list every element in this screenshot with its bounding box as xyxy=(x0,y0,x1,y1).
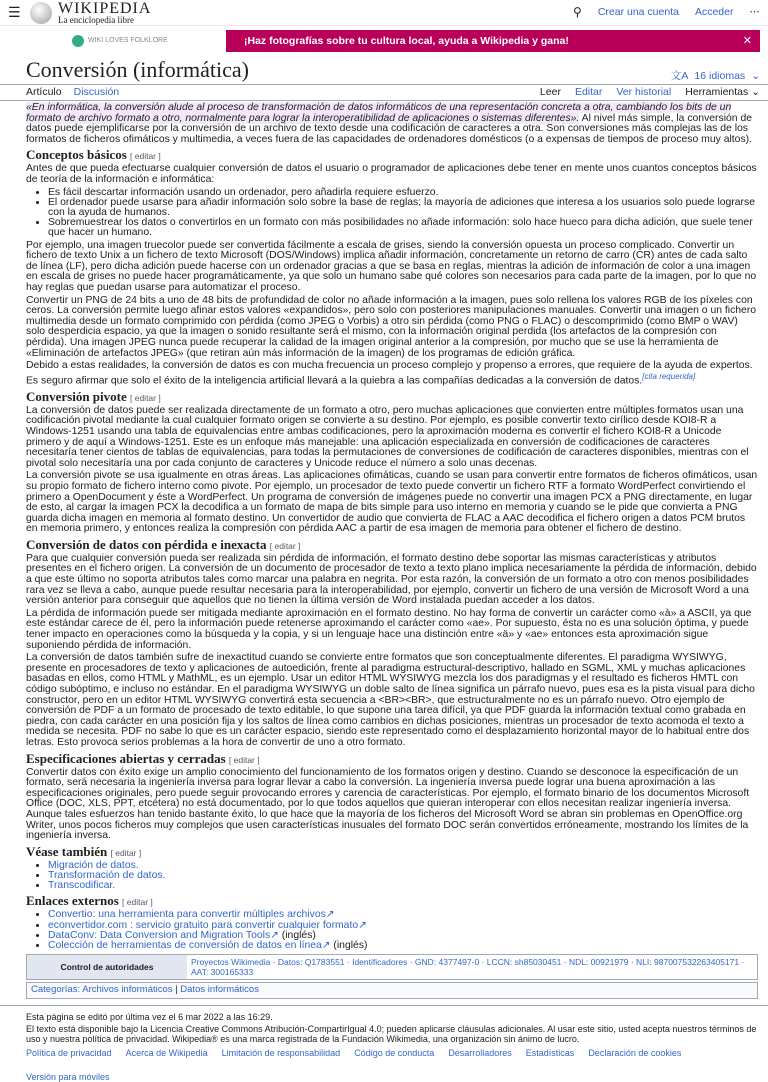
license-text: El texto está disponible bajo la Licencia Creative Commons Atribución-CompartirIgual 4.0; pueden aplicarse cláusulas adicionales. Al usar este sitio, usted acepta nuestros términos de uso y nuestra política de privacidad. Wikipedia® es una marca registrada de la Fundación Wikimedia, una organización sin ánimo de lucro. xyxy=(26,1023,757,1044)
section-heading xyxy=(26,845,758,860)
tab-article[interactable]: Artículo xyxy=(26,86,62,99)
brand-title: WIKIPEDIA xyxy=(58,0,152,17)
translate-icon: 文A xyxy=(670,69,689,82)
list-item: • Es fácil descartar información usando un ordenador, pero añadirla requiere esfuerzo. xyxy=(48,188,758,198)
external-links-list xyxy=(48,910,758,951)
citation-needed-link[interactable]: [cita requerida] xyxy=(642,371,696,381)
list xyxy=(48,188,758,239)
menu-icon[interactable]: ☰ xyxy=(8,4,21,21)
edit-section-link[interactable]: [ editar ] xyxy=(228,754,260,765)
external-link-icon: ↗ xyxy=(358,919,367,931)
authority-control-label[interactable]: Control de autoridades xyxy=(27,955,187,979)
banner-message[interactable]: ¡Haz fotografías sobre tu cultura local, ayuda a Wikipedia y gana! xyxy=(244,35,569,47)
footer-link[interactable]: Limitación de responsabilidad xyxy=(221,1047,341,1058)
brand-subtitle: La enciclopedia libre xyxy=(58,14,134,25)
external-link-icon: ↗ xyxy=(270,929,279,941)
tools-menu[interactable] xyxy=(685,86,760,98)
list-item: • Sobremuestrear los datos o convertirlos en un formato con más posibilidades no añade información: solo hace hueco para dicha adición, que suele tener que hacer un humano. xyxy=(48,218,758,238)
lead-rest: Al nivel más simple, la conversión de datos puede ejemplificarse por la conversión de un archivo de texto desde una codificación de caracteres a otra. Son conversiones más complejas las de los formatos de ficheros ofimáticos y multimedia, a veces fuera de las capacidades de ordenadores domésticos (o a expensas de tiempos de proceso muy altos). xyxy=(26,112,753,145)
banner-logo-text: WIKI LOVES FOLKLORE xyxy=(88,36,168,44)
paragraph: Por ejemplo, una imagen truecolor puede ser convertida fácilmente a escala de grises, siendo la conversión opuesta un proceso complicado. Convertir un fichero de texto Unix a un fichero de texto Microsoft (DOS/Windows) implica añadir información, concretamente un retorno de carro (CR) antes de cada salto de línea (LF), pero dicha adición puede hacerse con un ordenador gracias a que se basa en reglas, mientras la adición de información de color a una imagen en escala de grises no puede hacer programáticamente, ya que solo un humano sabe qué colores son necesarios para cada parte de la imagen, por lo que no hay reglas que puedan usarse para automatizar el proceso. xyxy=(26,239,757,293)
language-note: (inglés) xyxy=(278,929,316,941)
tab-edit[interactable]: Editar xyxy=(574,86,603,99)
see-also-list xyxy=(48,861,758,892)
brand[interactable] xyxy=(58,1,151,25)
paragraph: La conversión pivote se usa igualmente en otras áreas. Las aplicaciones ofimáticas, cuando se usan para convertir entre formatos de ficheros ofimáticos, usan su propio formato de fichero interno como pivote. Por ejemplo, un procesador de texto puede convertir un fichero RTF a formato WordPerfect convirtiendo el primero a OpenDocument y éste a WordPerfect. Un programa de conversión de imágenes puede no convertir una imagen PCX a PNG directamente, en lugar de esto, al cargar la imagen PCX la decodifica a un formato de mapa de bits simple para uso interno en memoria y cuando se le pide que convierta a PNG guarda dicha imagen en memoria al formato destino. Un convertidor de audio que convierta de FLAC a AAC decodifica el fichero origen a datos PCM brutos en memoria primero, y entonces realiza la compresión con pérdida AAC a partir de esa imagen de memoria para obtener el fichero de destino. xyxy=(26,470,758,535)
footer-link[interactable]: Política de privacidad xyxy=(26,1047,112,1058)
wiki-loves-folklore-logo xyxy=(26,30,226,52)
paragraph: La conversión de datos puede ser realizada directamente de un formato a otro, pero muchas aplicaciones que convierten entre múltiples formatos usan una codificación pivotal mediante la cual cualquier formato origen se convierte a su destino. Por ejemplo, es posible convertir texto cirílico desde KOI8-R a Windows-1251 usando una tabla de equivalencias entre ambas codificaciones, pero la aproximación moderna es convertir el fichero KOI8-R a Unicode primero y de aquí a Windows-1251. Este es un enfoque más manejable: una aplicación especializada en conversión de codificaciones de caracteres necesitaría tener cientos de tablas de equivalencias, para todas la permutaciones de conversiones de codificación de caracteres disponibles, mientras con el pivotal solo necesitaría una por cada conjunto de caracteres y Unicode reduce el número a solo unas decenas. xyxy=(26,404,749,469)
authority-control-identifiers[interactable]: Proyectos Wikimedia · Datos: Q1783551 · Identificadores · GND: 4377497-0 · LCCN: sh85030451 · NDL: 00921979 · NLI: 987007532263405171 · AAT: 300165333 xyxy=(191,957,745,978)
paragraph: Antes de que pueda efectuarse cualquier conversión de datos el usuario o programador de aplicaciones debe tener en mente unos cuantos conceptos básicos de teoría de la información e informática: xyxy=(26,163,757,185)
see-also-link[interactable]: Transcodificar. xyxy=(48,880,116,892)
section-title: Enlaces externos xyxy=(26,893,119,909)
create-account-link[interactable]: Crear una cuenta xyxy=(597,6,679,19)
section-title: Especificaciones abiertas y cerradas xyxy=(26,750,226,766)
section-heading xyxy=(26,148,758,163)
edit-section-link[interactable]: [ editar ] xyxy=(110,847,142,858)
wikipedia-logo[interactable] xyxy=(30,2,52,24)
categories-label[interactable]: Categorías: xyxy=(31,984,81,996)
site-header xyxy=(0,0,768,26)
section-title: Conceptos básicos xyxy=(26,147,127,163)
login-link[interactable]: Acceder xyxy=(694,6,734,19)
section-heading xyxy=(26,752,758,767)
footer-link[interactable]: Declaración de cookies xyxy=(588,1047,682,1058)
paragraph-text: Debido a estas realidades, la conversión de datos es con mucha frecuencia un proceso complejo y propenso a errores, que requiere de la ayuda de expertos. Es seguro afirmar que solo el éxito de la inteligencia artificial llevará a la quiebra a las compañías dedicadas a la conversión de datos. xyxy=(26,360,753,387)
footer-link[interactable]: Estadísticas xyxy=(525,1047,575,1058)
paragraph: La conversión de datos también sufre de inexactitud cuando se convierte entre formatos que son conceptualmente diferentes. El paradigma WYSIWYG, presente en procesadores de texto y aplicaciones de autoedición, frente al paradigma estructural-descriptivo, hallado en SGML, XML y muchas aplicaciones basadas en ellos, como HTML y MathML, es un ejemplo. Usar un editor HTML WYSIWYG mezcla los dos paradigmas y el resultado es ficheros HMTL con código subóptimo, e incluso no estándar. En el paradigma WYSIWYG un doble salto de línea significa un párrafo nuevo, pues esa es la pista visual para dicho constructor, pero en un editor HTML WYSIWYG convertirá esta secuencia a <BR><BR>, que estructuralmente no es un párrafo nuevo. Otro ejemplo de conversión de PDF a un formato de procesado de texto editable, lo que supone una tarea difícil, ya que PDF guarda la información textual como grabada en piedra, con cada carácter en una posición fija y los saltos de línea como cambios en dichas posiciones, mientras un procesador de texto acomoda el texto a medida se necesita. PDF no sabe lo que es un carácter espacio, siendo este representado como el desplazamiento horizontal mayor de lo habitual entre dos letras. Esto provoca serios problemas a la hora de convertir de uno a otro formato. xyxy=(26,652,755,748)
category-link[interactable]: Archivos informáticos xyxy=(82,984,173,996)
category-link[interactable]: Datos informáticos xyxy=(180,984,259,996)
campaign-banner[interactable] xyxy=(26,30,760,52)
chevron-down-icon: ⌄ xyxy=(751,86,760,99)
footer-links xyxy=(26,1048,758,1082)
paragraph: Para que cualquier conversión pueda ser realizada sin pérdida de información, el formato destino debe soportar las mismas características y atributos presentes en el fichero origen. La conversión de un documento de procesador de texto a texto plano implica necesariamente la pérdida de información, debido a que este último no soporta atributos tales como marcar una palabra en negrita. Por esta razón, la conversión de un formato a otro con menos posibilidades rara vez se lleva a cabo, aunque puede resultar necesaria para la interoperabilidad, por ejemplo, convertir un fichero de una versión de Microsoft Word a una versión anterior para conseguir que aquellos que no tienen la última versión de Word instalada puedan acceder a los datos. xyxy=(26,552,757,607)
section-title: Conversión pivote xyxy=(26,388,127,404)
authority-control-box xyxy=(26,954,758,980)
external-link[interactable]: econvertidor.com : servicio gratuito para convertir cualquier formato xyxy=(48,919,359,931)
chevron-down-icon: ⌄ xyxy=(751,69,760,82)
external-link-icon: ↗ xyxy=(325,909,335,921)
edit-section-link[interactable]: [ editar ] xyxy=(269,540,301,551)
language-count: 16 idiomas xyxy=(694,69,746,82)
paragraph: Convertir un PNG de 24 bits a uno de 48 bits de profundidad de color no añade información a la imagen, pues solo rellena los valores RGB de los píxeles con ceros. La conversión permite luego afinar estos valores «expandidos», pero solo con posteriores manipulaciones manuales. Convertir una imagen o un fichero multimedia desde un formato comprimido con pérdida (como JPEG o Vorbis) a otro sin pérdida (como PNG o FLAC) o descomprimido (como BMP o WAV) solo desperdicia espacio, ya que la imagen o sonido resultante será el mismo, con la información original perdida (los artefactos de la compresión con pérdida). Una imagen JPEG nunca puede recuperar la calidad de la imagen original anterior a la compresión, por mucho que se use la herramienta de «Eliminación de artefactos JPEG» (que retiran aún más información de la imagen) de los programas de edición gráfica. xyxy=(26,294,757,359)
section-heading xyxy=(26,390,758,405)
close-icon[interactable]: ✕ xyxy=(742,34,752,47)
section-heading xyxy=(26,894,758,909)
edit-section-link[interactable]: [ editar ] xyxy=(130,151,161,162)
categories-box: Categorías: Archivos informáticos | Datos informáticos xyxy=(26,982,758,999)
article-body xyxy=(0,101,768,999)
external-link-icon: ↗ xyxy=(321,939,331,951)
section-title: Véase también xyxy=(26,843,108,859)
last-edited: Esta página se editó por última vez el 6 mar 2022 a las 16:29. xyxy=(26,1011,273,1022)
page-title: Conversión (informática) xyxy=(26,57,249,82)
external-link[interactable]: Convertio: una herramienta para convertir múltiples archivos xyxy=(48,909,326,921)
folklore-emblem-icon xyxy=(72,35,84,47)
lead-paragraph xyxy=(26,103,758,145)
paragraph: La pérdida de información puede ser mitigada mediante aproximación en el formato destino. No hay forma de convertir un carácter como «à» a ASCII, ya que este estándar carece de él, pero la información puede retenerse aproximando el carácter como «ae». Por supuesto, ésta no es una solución óptima, y puede tener impacto en operaciones como la búsqueda y la copia, y si un lenguaje hace una distinción entre «ä» y «ae» entonces esta aproximación sigue suponiendo pérdida de información. xyxy=(26,607,752,651)
tab-history[interactable]: Ver historial xyxy=(616,86,672,99)
see-also-link[interactable]: Transformación de datos. xyxy=(48,869,166,881)
paragraph: Convertir datos con éxito exige un amplio conocimiento del funcionamiento de los formatos origen y destino. Cuando se desconoce la especificación de un formato, será necesaria la ingeniería inversa para lograr llevar a cabo la conversión. La ingeniería inversa puede lograr una buena aproximación a las especificaciones originales, pero puede seguir provocando errores y carencia de características. Por ejemplo, el formato binario de los documentos Microsoft Office (DOC, XLS, PPT, etcétera) no está documentado, por lo que todos aquellos que quieran interoperar con ellos necesitan realizar ingeniería inversa. Aunque tales esfuerzos han tenido bastante éxito, lo que hace que la mayoría de los ficheros del Microsoft Word se abran sin problemas en OpenOffice.org Writer, unos pocos ficheros muy complejos que usen características inusuales del formato DOC serán convertidos erróneamente, mostrando los límites de la ingeniería inversa. xyxy=(26,766,750,842)
tab-read[interactable]: Leer xyxy=(539,86,561,99)
footer xyxy=(0,1005,768,1082)
section-heading xyxy=(26,538,758,553)
external-link[interactable]: Colección de herramientas de conversión de datos en línea xyxy=(48,939,322,951)
tab-discussion[interactable]: Discusión xyxy=(73,86,120,99)
footer-link[interactable]: Versión para móviles xyxy=(26,1071,110,1082)
footer-link[interactable]: Código de conducta xyxy=(354,1047,435,1058)
footer-link[interactable]: Acerca de Wikipedia xyxy=(125,1047,208,1058)
language-button[interactable] xyxy=(671,70,760,82)
list-item: • El ordenador puede usarse para añadir información solo sobre la base de reglas; la mayoría de adiciones que interesa a los usuarios solo puede lograrse con la ayuda de humanos. xyxy=(48,198,758,218)
external-link[interactable]: DataConv: Data Conversion and Migration Tools xyxy=(48,929,271,941)
edit-section-link[interactable]: [ editar ] xyxy=(130,392,161,403)
edit-section-link[interactable]: [ editar ] xyxy=(122,897,153,908)
search-icon[interactable]: ⚲ xyxy=(573,4,582,19)
lead-quote: «En informática, la conversión alude al proceso de transformación de datos informáticos de una representación concreta a otra, cambiando los bits de un formato de archivo formato a otro, normalmente para lograr la interoperatibilidad de aplicaciones o sistemas diferentes». xyxy=(26,102,732,124)
tools-label: Herramientas xyxy=(685,86,749,99)
language-note: (inglés) xyxy=(330,939,368,951)
paragraph xyxy=(26,361,758,387)
footer-link[interactable]: Desarrolladores xyxy=(448,1047,512,1058)
section-title: Conversión de datos con pérdida e inexacta xyxy=(26,536,267,552)
see-also-link[interactable]: Migración de datos. xyxy=(48,859,139,871)
more-menu-icon[interactable]: ⋯ xyxy=(749,6,760,19)
